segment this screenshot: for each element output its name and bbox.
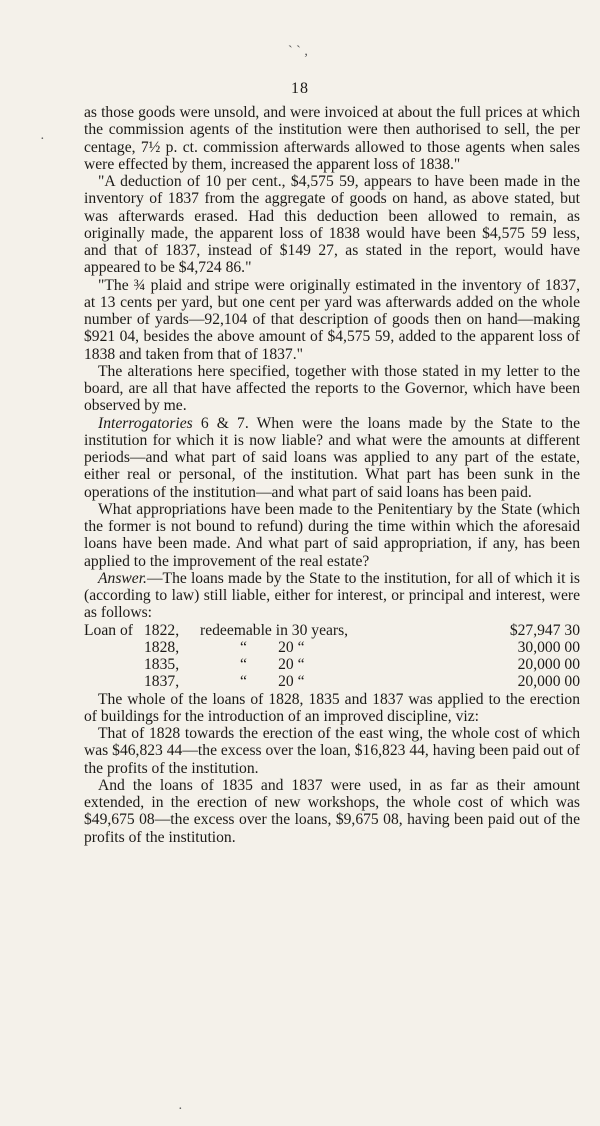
- loan-prefix: [84, 673, 144, 690]
- loan-amount: $27,947 30: [509, 621, 580, 639]
- paragraph: The whole of the loans of 1828, 1835 and 1837 was applied to the erection of buildings for the introduction of an improved discipline, viz:: [84, 690, 580, 725]
- loan-year: 1822,: [144, 621, 180, 639]
- interrogatories-numbers: 6 & 7.: [200, 414, 249, 432]
- loan-terms: “ 20 “: [240, 638, 305, 656]
- loan-terms: “ 20 “: [240, 656, 305, 673]
- answer-paragraph: [84, 570, 580, 622]
- answer-label: Answer.: [98, 569, 147, 587]
- loan-amount: 20,000 00: [517, 673, 580, 691]
- loan-prefix: Loan of: [84, 621, 133, 639]
- interrogatories-label: Interrogatories: [98, 414, 193, 432]
- table-row: [84, 622, 580, 639]
- paragraph: The alterations here specified, together with those stated in my letter to the board, are all that have affected the reports to the Governor, which have been observed by me.: [84, 362, 580, 415]
- table-row: [84, 639, 580, 656]
- interrogatories-text: When were the loans made by the State to the institution for which it is now liable? and what were the amounts at different periods—and what part of said loans was applied to any part of the estate, either real or personal, of the institution. What part has been sunk in the operations of the institution—and what part of said loans has been paid.: [84, 414, 581, 501]
- paragraph: as those goods were unsold, and were invoiced at about the full prices at which the commission agents of the institution were then authorised to sell, the per centage, 7½ p. ct. commission afterwards allowed to those agents when sales were effected by them, increased the apparent loss of 1838.": [84, 104, 580, 173]
- loan-terms: “ 20 “: [240, 673, 305, 691]
- loan-year: 1835,: [144, 656, 180, 673]
- loan-year: 1837,: [144, 673, 180, 691]
- page-number: 18: [291, 80, 309, 97]
- interrogatories-paragraph: [84, 415, 580, 501]
- table-row: [84, 656, 580, 673]
- loan-terms: redeemable in 30 years,: [200, 621, 349, 639]
- paragraph: "A deduction of 10 per cent., $4,575 59, appears to have been made in the inventory of 1837 from the aggregate of goods on hand, as above stated, but was afterwards erased. Had this deduction been allowed to remain, as originally made, the apparent loss of 1838 would have been $4,575 59 less, and that of 1837, instead of $149 27, as stated in the report, would have appeared to be $4,724 86.": [84, 173, 580, 277]
- table-row: [84, 673, 580, 690]
- document-body: [84, 104, 580, 846]
- paragraph: And the loans of 1835 and 1837 were used, in as far as their amount extended, in the erection of new workshops, the whole cost of which was $49,675 08—the excess over the loans, $9,675 08, having been paid out of the profits of the institution.: [84, 776, 580, 846]
- paragraph: That of 1828 towards the erection of the east wing, the whole cost of which was $46,823 44—the excess over the loan, $16,823 44, having been paid out of the profits of the institution.: [84, 725, 580, 777]
- loan-prefix: [84, 656, 144, 673]
- answer-text: —The loans made by the State to the institution, for all of which it is (according to law) still liable, either for interest, or principal and interest, were as follows:: [84, 569, 580, 622]
- paragraph: "The ¾ plaid and stripe were originally estimated in the inventory of 1837, at 13 cents per yard, but one cent per yard was afterwards added on the whole number of yards—92,104 of that description of goods then on hand—making $921 04, besides the above amount of $4,575 59, added to the apparent loss of 1838 and taken from that of 1837.": [84, 276, 580, 363]
- loans-table: [84, 622, 580, 691]
- loan-prefix: [84, 639, 144, 656]
- margin-dot: ·: [40, 132, 45, 147]
- stray-ink-mark: ` ` ,: [288, 44, 308, 59]
- loan-amount: 30,000 00: [517, 638, 580, 656]
- appropriations-question: What appropriations have been made to the Penitentiary by the State (which the former is not bound to refund) during the time within which the aforesaid loans have been made. And what part of said appropriation, if any, has been applied to the improvement of the real estate?: [84, 500, 580, 570]
- loan-amount: 20,000 00: [517, 656, 580, 673]
- bottom-dot: ·: [178, 1102, 183, 1117]
- loan-year: 1828,: [144, 638, 180, 656]
